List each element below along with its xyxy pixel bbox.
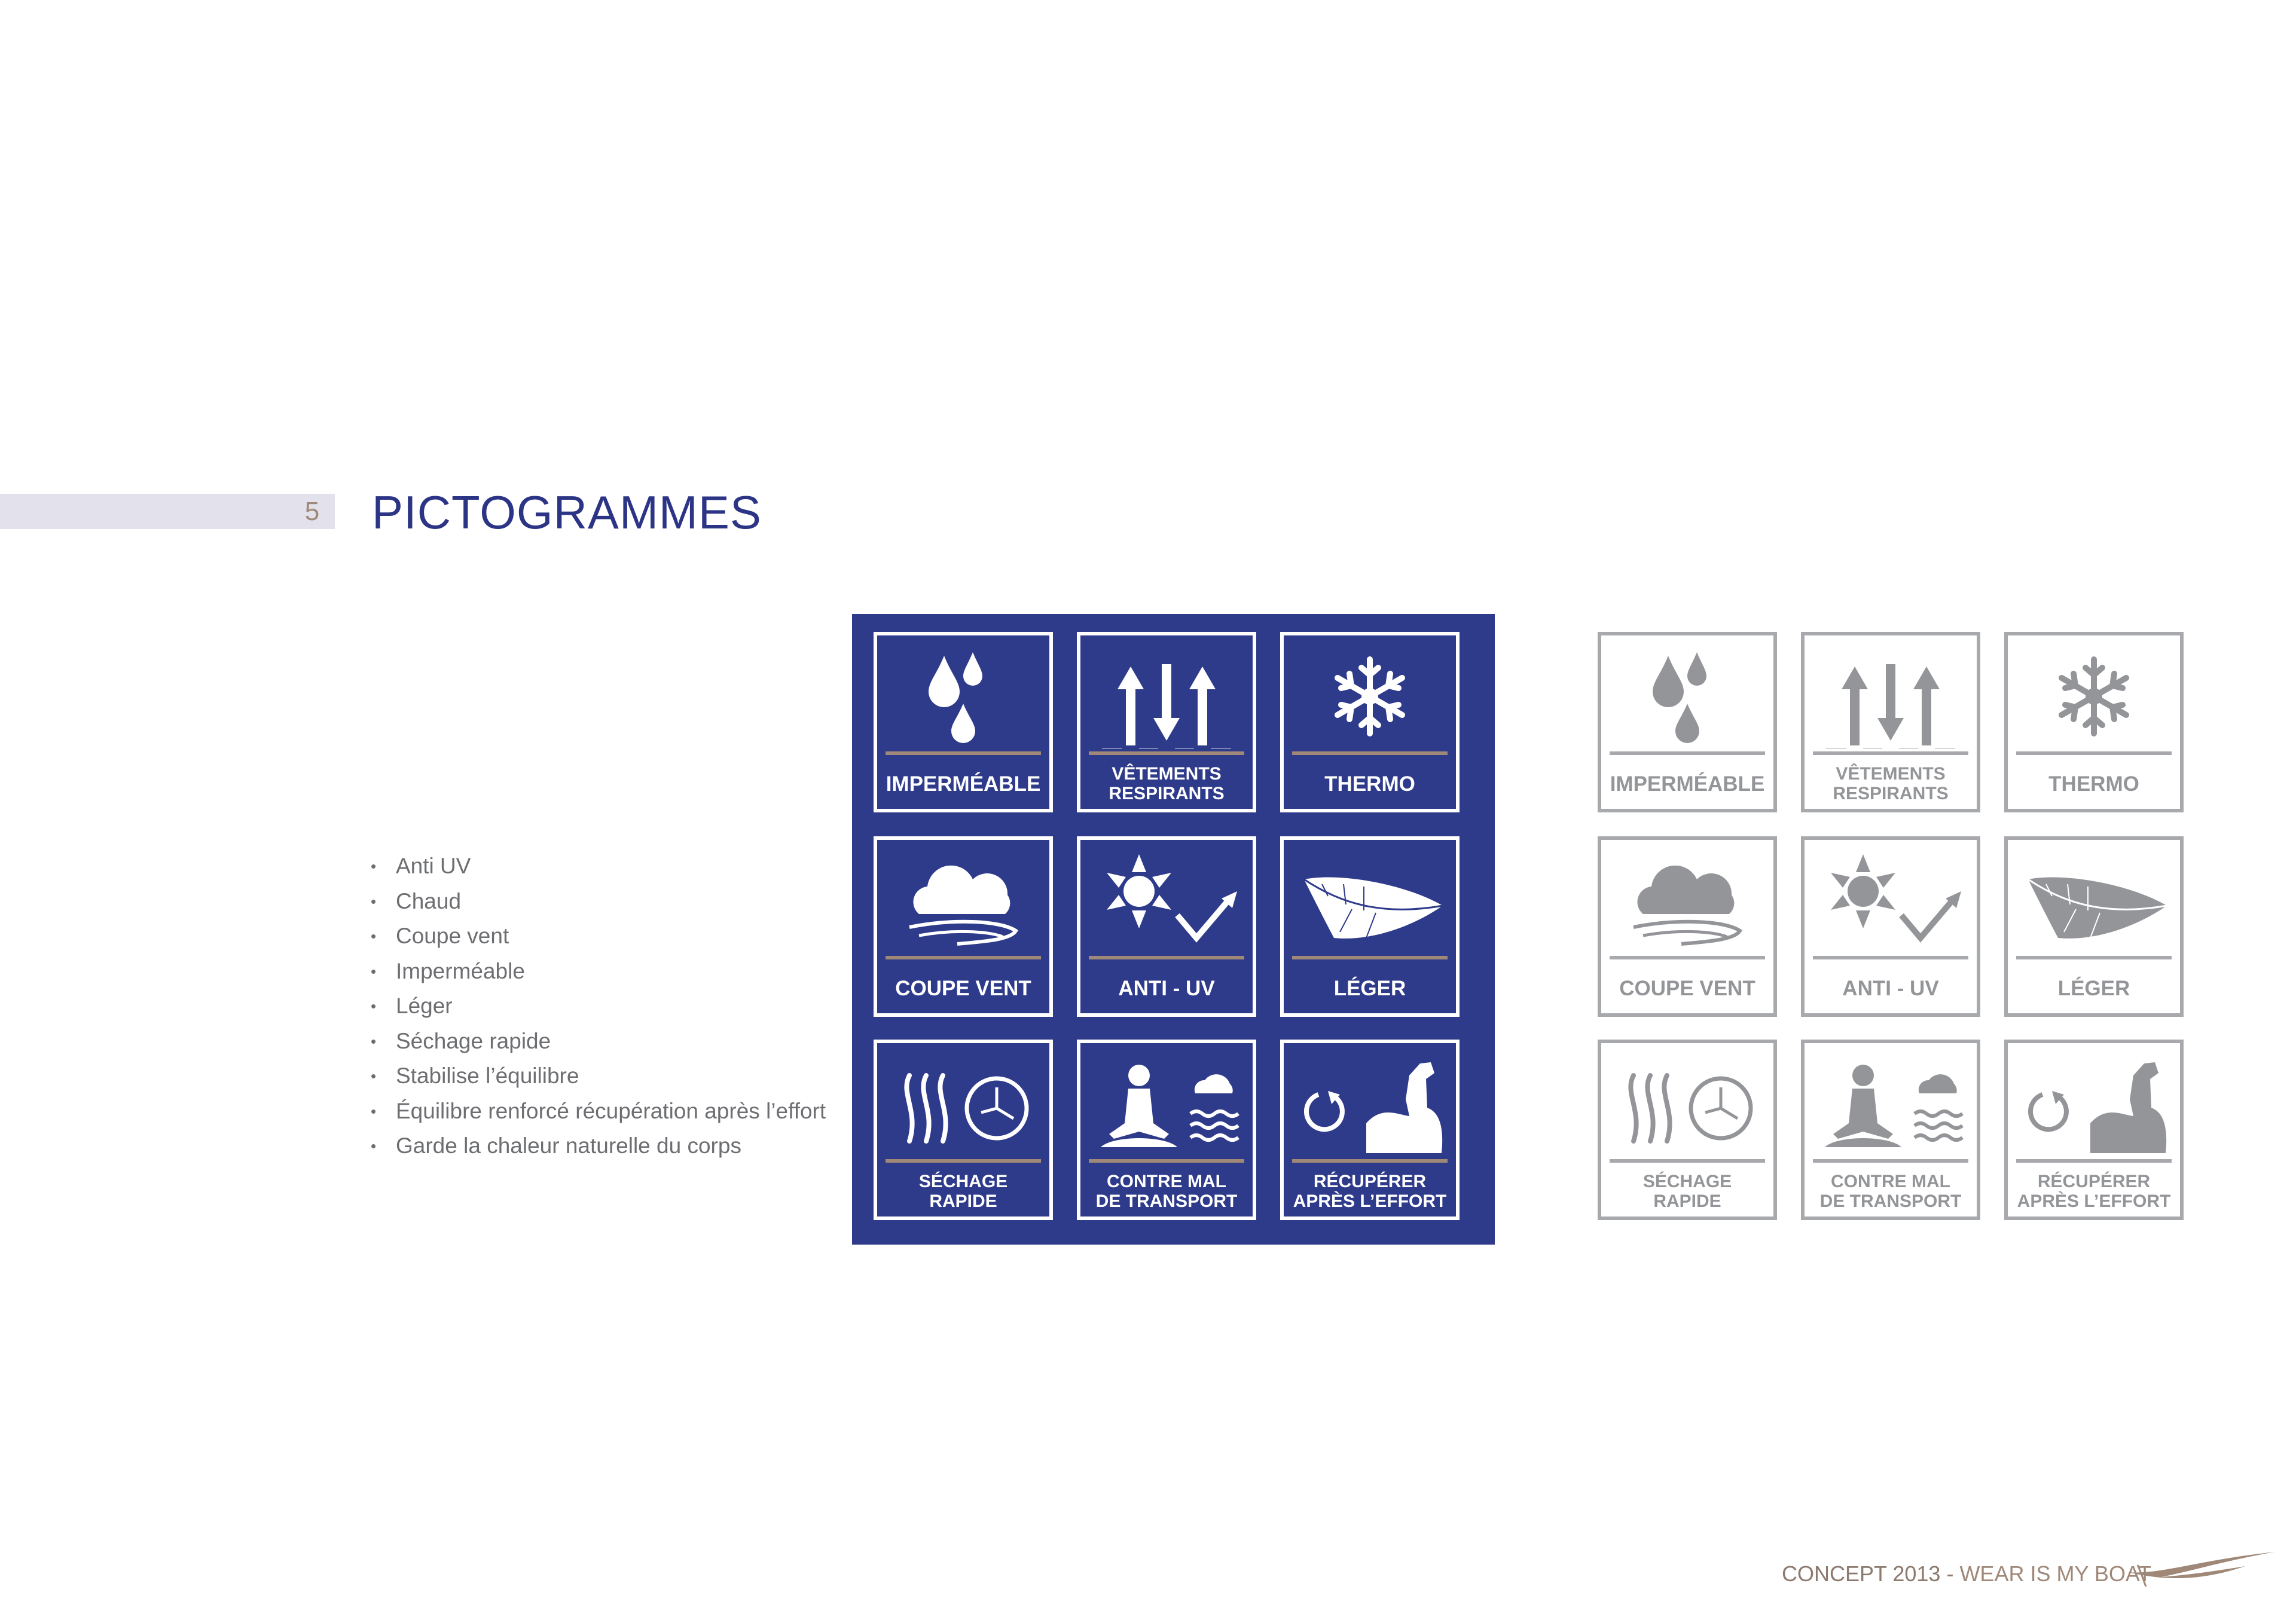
pictogram-grid-grey bbox=[1598, 614, 2216, 1245]
pictogram-tile bbox=[1598, 1040, 1777, 1220]
pictogram-label: RÉCUPÉRER APRÈS L’EFFORT bbox=[1293, 1172, 1447, 1211]
pictogram-label: ANTI - UV bbox=[1842, 976, 1939, 1000]
pictogram-tile bbox=[1077, 632, 1256, 812]
pictogram-tile bbox=[874, 1040, 1053, 1220]
feather-icon bbox=[1292, 848, 1448, 953]
pictogram-label: LÉGER bbox=[1333, 976, 1406, 1000]
pictogram-label: ANTI - UV bbox=[1118, 976, 1215, 1000]
list-item: • Équilibre renforcé récupération après l’effort bbox=[371, 1094, 826, 1129]
boat-swoosh-logo-icon bbox=[2126, 1548, 2281, 1590]
tile-separator bbox=[2016, 956, 2172, 959]
meditation-waves-icon bbox=[1089, 1052, 1244, 1156]
pictogram-tile bbox=[2004, 632, 2184, 812]
sun-check-icon bbox=[1813, 848, 1968, 953]
list-item: • Stabilise l’équilibre bbox=[371, 1059, 826, 1094]
list-item: • Chaud bbox=[371, 884, 826, 919]
page-title: PICTOGRAMMES bbox=[372, 486, 762, 539]
list-item: • Imperméable bbox=[371, 954, 826, 989]
pictogram-label: IMPERMÉABLE bbox=[1610, 772, 1765, 796]
water-drops-icon bbox=[886, 644, 1041, 748]
tile-separator bbox=[886, 956, 1041, 959]
recover-muscle-icon bbox=[1292, 1052, 1448, 1156]
section-number: 5 bbox=[304, 497, 320, 526]
pictogram-tile bbox=[1598, 836, 1777, 1017]
feather-icon bbox=[2016, 848, 2172, 953]
pictogram-label: CONTRE MAL DE TRANSPORT bbox=[1095, 1172, 1238, 1211]
pictogram-label: RÉCUPÉRER APRÈS L’EFFORT bbox=[2017, 1172, 2171, 1211]
tile-separator bbox=[886, 1159, 1041, 1163]
pictogram-tile bbox=[1801, 836, 1980, 1017]
tile-separator bbox=[1813, 1159, 1968, 1163]
breathable-arrows-icon bbox=[1813, 644, 1968, 748]
tile-separator bbox=[886, 751, 1041, 755]
pictogram-label: COUPE VENT bbox=[1619, 976, 1755, 1000]
pictogram-tile bbox=[1280, 632, 1460, 812]
list-item: • Séchage rapide bbox=[371, 1024, 826, 1059]
pictogram-grid-blue bbox=[852, 614, 1495, 1245]
tile-separator bbox=[1610, 956, 1765, 959]
tile-separator bbox=[1813, 751, 1968, 755]
cloud-wind-icon bbox=[1610, 848, 1765, 953]
pictogram-label: LÉGER bbox=[2057, 976, 2130, 1000]
pictogram-tile bbox=[1077, 836, 1256, 1017]
heat-clock-icon bbox=[886, 1052, 1041, 1156]
footer-concept: CONCEPT 2013 - bbox=[1782, 1561, 1960, 1586]
tile-separator bbox=[1292, 1159, 1448, 1163]
feature-list bbox=[371, 849, 826, 1164]
meditation-waves-icon bbox=[1813, 1052, 1968, 1156]
pictogram-tile bbox=[1801, 1040, 1980, 1220]
pictogram-tile bbox=[2004, 836, 2184, 1017]
list-item: • Garde la chaleur naturelle du corps bbox=[371, 1129, 826, 1164]
tile-separator bbox=[1610, 751, 1765, 755]
tile-separator bbox=[1089, 751, 1244, 755]
pictogram-label: VÊTEMENTS RESPIRANTS bbox=[1833, 764, 1949, 803]
pictogram-tile bbox=[1280, 836, 1460, 1017]
pictogram-label: SÉCHAGE RAPIDE bbox=[918, 1172, 1008, 1211]
tile-separator bbox=[1089, 956, 1244, 959]
pictogram-label: COUPE VENT bbox=[895, 976, 1031, 1000]
snowflake-icon bbox=[2016, 644, 2172, 748]
water-drops-icon bbox=[1610, 644, 1765, 748]
tile-separator bbox=[2016, 751, 2172, 755]
list-item: • Anti UV bbox=[371, 849, 826, 884]
pictogram-label: IMPERMÉABLE bbox=[886, 772, 1041, 796]
tile-separator bbox=[1813, 956, 1968, 959]
list-item: • Coupe vent bbox=[371, 919, 826, 954]
pictogram-tile bbox=[874, 632, 1053, 812]
sun-check-icon bbox=[1089, 848, 1244, 953]
breathable-arrows-icon bbox=[1089, 644, 1244, 748]
pictogram-tile bbox=[1598, 632, 1777, 812]
heat-clock-icon bbox=[1610, 1052, 1765, 1156]
pictogram-label: VÊTEMENTS RESPIRANTS bbox=[1109, 764, 1225, 803]
pictogram-tile bbox=[1801, 632, 1980, 812]
pictogram-label: THERMO bbox=[2048, 772, 2139, 796]
tile-separator bbox=[1089, 1159, 1244, 1163]
pictogram-label: THERMO bbox=[1324, 772, 1415, 796]
section-header-bar bbox=[0, 494, 335, 529]
pictogram-tile bbox=[1077, 1040, 1256, 1220]
pictogram-label: CONTRE MAL DE TRANSPORT bbox=[1819, 1172, 1962, 1211]
pictogram-tile bbox=[874, 836, 1053, 1017]
pictogram-tile bbox=[2004, 1040, 2184, 1220]
snowflake-icon bbox=[1292, 644, 1448, 748]
footer-text bbox=[1782, 1561, 2151, 1587]
tile-separator bbox=[1292, 751, 1448, 755]
tile-separator bbox=[2016, 1159, 2172, 1163]
tile-separator bbox=[1292, 956, 1448, 959]
recover-muscle-icon bbox=[2016, 1052, 2172, 1156]
pictogram-label: SÉCHAGE RAPIDE bbox=[1642, 1172, 1732, 1211]
footer-brand: WEAR IS MY BOAT bbox=[1959, 1561, 2152, 1586]
tile-separator bbox=[1610, 1159, 1765, 1163]
list-item: • Léger bbox=[371, 989, 826, 1024]
cloud-wind-icon bbox=[886, 848, 1041, 953]
pictogram-tile bbox=[1280, 1040, 1460, 1220]
